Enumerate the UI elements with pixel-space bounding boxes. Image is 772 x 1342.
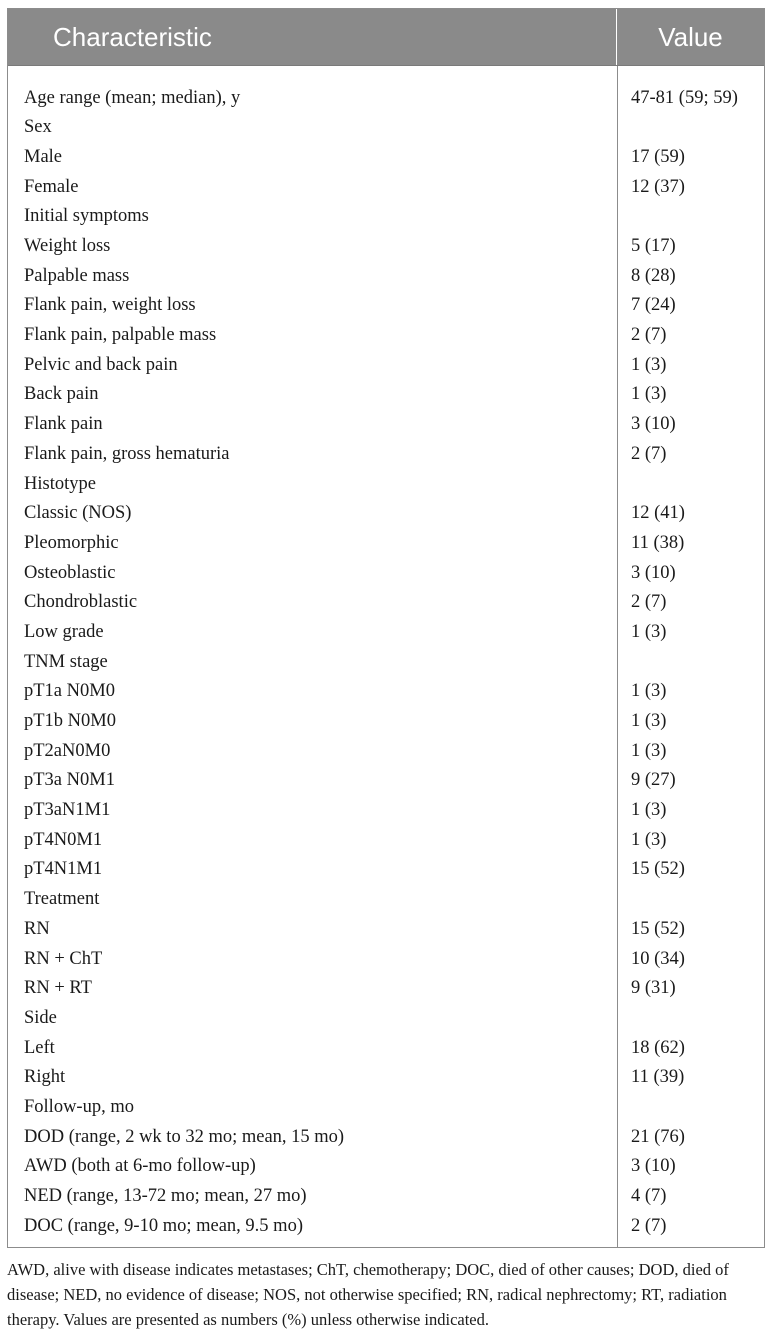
table-body	[8, 66, 764, 1248]
table-rows	[8, 83, 764, 1248]
value-cell: 2 (7)	[631, 1215, 667, 1236]
table-row	[8, 706, 764, 736]
value-cell: 1 (3)	[631, 354, 667, 375]
table-row	[8, 528, 764, 558]
table-header	[8, 9, 764, 66]
characteristic-cell: pT3aN1M1	[24, 800, 111, 821]
value-cell: 12 (41)	[631, 503, 685, 524]
characteristic-cell: Chondroblastic	[24, 592, 138, 613]
table-row	[8, 974, 764, 1004]
characteristic-cell: RN	[24, 918, 50, 939]
value-cell: 1 (3)	[631, 800, 667, 821]
characteristic-cell: Osteoblastic	[24, 562, 116, 583]
characteristic-cell: Initial symptoms	[24, 206, 149, 227]
characteristic-cell: DOD (range, 2 wk to 32 mo; mean, 15 mo)	[24, 1126, 345, 1147]
table-row	[8, 1033, 764, 1063]
value-cell: 2 (7)	[631, 592, 667, 613]
characteristic-cell: Right	[24, 1067, 66, 1088]
table-row	[8, 1181, 764, 1211]
characteristic-cell: Back pain	[24, 384, 99, 405]
table-row	[8, 142, 764, 172]
table-row	[8, 647, 764, 677]
characteristic-cell: RN + RT	[24, 978, 92, 999]
characteristic-cell: pT3a N0M1	[24, 770, 115, 791]
characteristic-cell: Age range (mean; median), y	[24, 87, 241, 108]
characteristic-cell: TNM stage	[24, 651, 108, 672]
characteristic-cell: DOC (range, 9-10 mo; mean, 9.5 mo)	[24, 1215, 303, 1236]
table-row	[8, 321, 764, 351]
characteristic-cell: Weight loss	[24, 236, 111, 257]
table-row	[8, 83, 764, 113]
table-row	[8, 677, 764, 707]
value-cell: 11 (39)	[631, 1067, 685, 1088]
value-cell: 5 (17)	[631, 236, 676, 257]
characteristic-cell: Flank pain, weight loss	[24, 295, 196, 316]
value-cell: 1 (3)	[631, 711, 667, 732]
characteristic-cell: Follow-up, mo	[24, 1096, 134, 1117]
value-cell: 10 (34)	[631, 948, 685, 969]
table-row	[8, 291, 764, 321]
table-row	[8, 380, 764, 410]
characteristic-cell: NED (range, 13-72 mo; mean, 27 mo)	[24, 1186, 307, 1207]
characteristic-cell: pT1b N0M0	[24, 711, 116, 732]
table-row	[8, 588, 764, 618]
characteristic-cell: Flank pain	[24, 414, 103, 435]
value-cell: 11 (38)	[631, 532, 685, 553]
value-cell: 21 (76)	[631, 1126, 685, 1147]
table-row	[8, 231, 764, 261]
value-cell: 7 (24)	[631, 295, 676, 316]
header-value: Value	[658, 21, 723, 52]
value-cell: 1 (3)	[631, 384, 667, 405]
characteristics-table	[7, 8, 765, 1248]
characteristic-cell: Palpable mass	[24, 265, 130, 286]
value-cell: 2 (7)	[631, 443, 667, 464]
table-row	[8, 944, 764, 974]
characteristic-cell: pT4N0M1	[24, 829, 103, 850]
value-cell: 15 (52)	[631, 918, 685, 939]
table-footnote: AWD, alive with disease indicates metastases; ChT, chemotherapy; DOC, died of other causes; DOD, died of disease; NED, no evidence of disease; NOS, not otherwise specified; RN, radical nephrectomy; RT, radiation therapy. Values are presented as numbers (%) unless otherwise indicated.	[7, 1260, 729, 1329]
characteristic-cell: Classic (NOS)	[24, 503, 132, 524]
table-row	[8, 885, 764, 915]
characteristic-cell: RN + ChT	[24, 948, 103, 969]
value-cell: 3 (10)	[631, 414, 676, 435]
value-cell: 1 (3)	[631, 740, 667, 761]
table-row	[8, 855, 764, 885]
characteristic-cell: Flank pain, palpable mass	[24, 325, 217, 346]
value-cell: 12 (37)	[631, 176, 685, 197]
value-cell: 4 (7)	[631, 1186, 667, 1207]
characteristic-cell: Left	[24, 1037, 55, 1058]
table-row	[8, 1003, 764, 1033]
value-cell: 2 (7)	[631, 325, 667, 346]
characteristic-cell: Male	[24, 146, 63, 167]
table-row	[8, 261, 764, 291]
value-cell: 15 (52)	[631, 859, 685, 880]
characteristic-cell: Low grade	[24, 621, 104, 642]
value-cell: 1 (3)	[631, 681, 667, 702]
value-cell: 8 (28)	[631, 265, 676, 286]
table-row	[8, 499, 764, 529]
characteristic-cell: Pelvic and back pain	[24, 354, 178, 375]
value-cell: 1 (3)	[631, 621, 667, 642]
table-row	[8, 172, 764, 202]
characteristic-cell: pT1a N0M0	[24, 681, 115, 702]
table-row	[8, 1152, 764, 1182]
value-cell: 9 (31)	[631, 978, 676, 999]
table-row	[8, 410, 764, 440]
table-row	[8, 202, 764, 232]
value-cell: 18 (62)	[631, 1037, 685, 1058]
value-cell: 47-81 (59; 59)	[631, 87, 738, 108]
table-row	[8, 558, 764, 588]
table-row	[8, 914, 764, 944]
header-characteristic: Characteristic	[8, 9, 617, 65]
characteristic-cell: pT2aN0M0	[24, 740, 111, 761]
table-row	[8, 113, 764, 143]
value-cell: 17 (59)	[631, 146, 685, 167]
value-cell: 3 (10)	[631, 1156, 676, 1177]
table-row	[8, 469, 764, 499]
table-row	[8, 825, 764, 855]
value-cell: 1 (3)	[631, 829, 667, 850]
table-row	[8, 796, 764, 826]
table-row	[8, 1063, 764, 1093]
table-row	[8, 1092, 764, 1122]
characteristic-cell: pT4N1M1	[24, 859, 103, 880]
table-row	[8, 439, 764, 469]
characteristic-cell: Female	[24, 176, 79, 197]
table-row	[8, 766, 764, 796]
value-cell: 3 (10)	[631, 562, 676, 583]
characteristic-cell: Histotype	[24, 473, 96, 494]
characteristic-cell: Treatment	[24, 889, 100, 910]
table-row	[8, 1211, 764, 1241]
characteristic-cell: Pleomorphic	[24, 532, 119, 553]
column-divider	[617, 66, 618, 1248]
table-row	[8, 1122, 764, 1152]
characteristic-cell: Side	[24, 1007, 57, 1028]
characteristic-cell: Flank pain, gross hematuria	[24, 443, 230, 464]
characteristic-cell: AWD (both at 6-mo follow-up)	[24, 1156, 256, 1177]
table-row	[8, 350, 764, 380]
characteristic-cell: Sex	[24, 117, 52, 138]
value-cell: 9 (27)	[631, 770, 676, 791]
table-row	[8, 736, 764, 766]
table-row	[8, 617, 764, 647]
